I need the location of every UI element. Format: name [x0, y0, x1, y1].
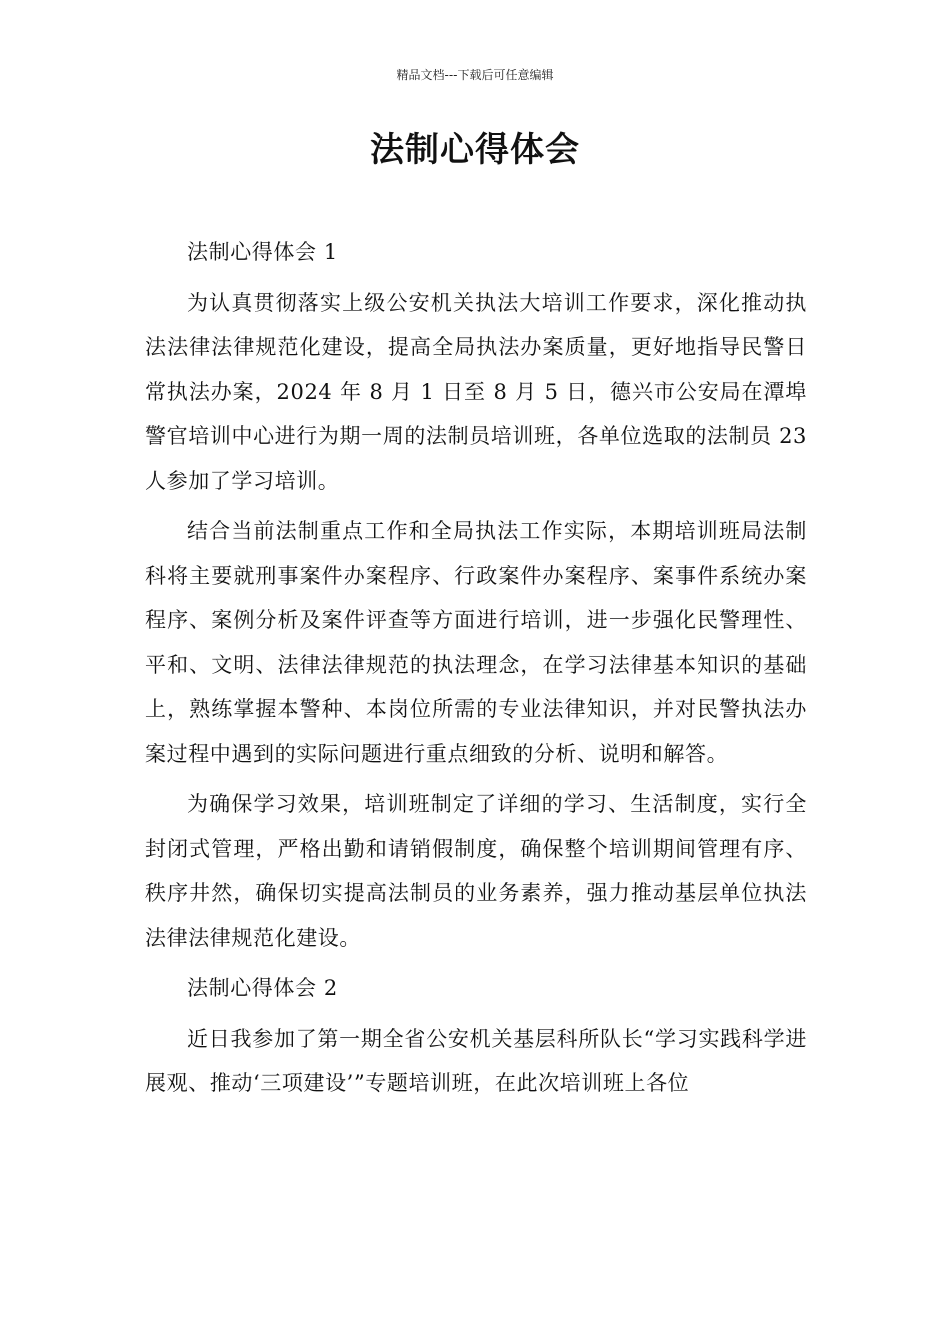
document-body	[145, 230, 807, 1112]
page-header: 精品文档---下载后可任意编辑	[396, 68, 554, 82]
document-title: 法制心得体会	[370, 130, 580, 170]
paragraph: 近日我参加了第一期全省公安机关基层科所队长“学习实践科学进展观、推动‘三项建设’”专题培训班，在此次培训班上各位	[145, 1026, 807, 1095]
paragraph: 为确保学习效果，培训班制定了详细的学习、生活制度，实行全封闭式管理，严格出勤和请销假制度，确保整个培训期间管理有序、秩序井然，确保切实提高法制员的业务素养，强力推动基层单位执法法律法律规范化建设。	[145, 792, 807, 950]
section-heading-2: 法制心得体会 2	[187, 976, 338, 1000]
paragraph: 结合当前法制重点工作和全局执法工作实际，本期培训班局法制科将主要就刑事案件办案程序、行政案件办案程序、案事件系统办案程序、案例分析及案件评查等方面进行培训，进一步强化民警理性、平和、文明、法律法律规范的执法理念，在学习法律基本知识的基础上，熟练掌握本警种、本岗位所需的专业法律知识，并对民警执法办案过程中遇到的实际问题进行重点细致的分析、说明和解答。	[145, 519, 807, 766]
paragraph: 为认真贯彻落实上级公安机关执法大培训工作要求，深化推动执法法律法律规范化建设，提高全局执法办案质量，更好地指导民警日常执法办案，2024 年 8 月 1 日至 8 月 5 日，德兴市公安局在潭埠警官培训中心进行为期一周的法制员培训班，各单位选取的法制员 23 人参加了学习培训。	[145, 290, 807, 493]
section-heading-1: 法制心得体会 1	[187, 240, 338, 264]
